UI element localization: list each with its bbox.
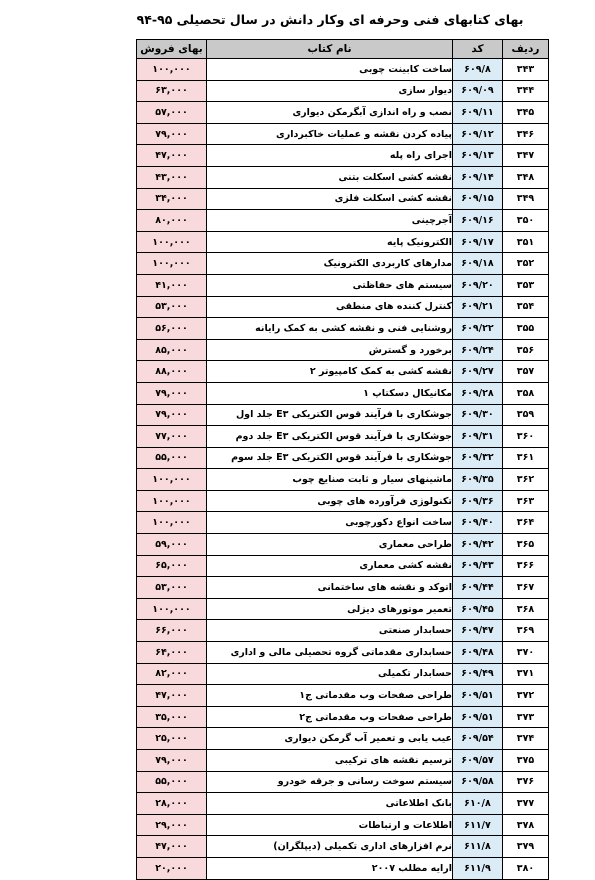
book-name-cell: اطلاعات و ارتباطات <box>207 814 453 836</box>
table-row <box>137 750 549 772</box>
code-cell: ۶۰۹/۱۳ <box>453 145 503 167</box>
price-cell: ۵۵,۰۰۰ <box>137 771 207 793</box>
row-number-cell: ۳۶۷ <box>503 577 549 599</box>
table-row <box>137 447 549 469</box>
code-cell: ۶۰۹/۳۰ <box>453 404 503 426</box>
code-cell: ۶۰۹/۴۷ <box>453 620 503 642</box>
book-name-cell: جوشکاری با فرآیند قوس الکتریکی E۳ جلد سوم <box>207 447 453 469</box>
table-row <box>137 145 549 167</box>
book-name-cell: ساخت کابینت چوبی <box>207 59 453 81</box>
price-cell: ۱۰۰,۰۰۰ <box>137 490 207 512</box>
code-cell: ۶۰۹/۵۱ <box>453 685 503 707</box>
price-cell: ۲۰,۰۰۰ <box>137 857 207 879</box>
price-cell: ۶۳,۰۰۰ <box>137 80 207 102</box>
book-name-cell: سیستم سوخت رسانی و جرقه خودرو <box>207 771 453 793</box>
price-cell: ۷۹,۰۰۰ <box>137 404 207 426</box>
code-cell: ۶۰۹/۳۱ <box>453 426 503 448</box>
row-number-cell: ۳۷۰ <box>503 642 549 664</box>
table-row <box>137 318 549 340</box>
table-row <box>137 469 549 491</box>
book-name-cell: نقشه کشی اسکلت بتنی <box>207 166 453 188</box>
code-cell: ۶۰۹/۲۲ <box>453 318 503 340</box>
code-cell: ۶۰۹/۸ <box>453 59 503 81</box>
code-cell: ۶۰۹/۳۵ <box>453 469 503 491</box>
table-row <box>137 857 549 879</box>
code-cell: ۶۰۹/۴۴ <box>453 577 503 599</box>
book-name-cell: ترسیم نقشه های ترکیبی <box>207 750 453 772</box>
price-cell: ۱۰۰,۰۰۰ <box>137 598 207 620</box>
code-cell: ۶۰۹/۱۴ <box>453 166 503 188</box>
book-name-cell: نقشه کشی معماری <box>207 555 453 577</box>
book-name-cell: تکنولوژی فرآورده های چوبی <box>207 490 453 512</box>
table-row <box>137 728 549 750</box>
table-row <box>137 102 549 124</box>
row-number-cell: ۳۷۱ <box>503 663 549 685</box>
book-name-cell: سیستم های حفاظتی <box>207 274 453 296</box>
row-number-cell: ۳۶۳ <box>503 490 549 512</box>
table-row <box>137 59 549 81</box>
book-name-cell: نقشه کشی به کمک کامپیوتر ۲ <box>207 361 453 383</box>
row-number-cell: ۳۵۱ <box>503 231 549 253</box>
row-number-cell: ۳۵۵ <box>503 318 549 340</box>
book-name-cell: مکانیکال دسکتاپ ۱ <box>207 382 453 404</box>
row-number-cell: ۳۴۶ <box>503 123 549 145</box>
price-cell: ۶۵,۰۰۰ <box>137 555 207 577</box>
price-cell: ۷۷,۰۰۰ <box>137 426 207 448</box>
code-cell: ۶۰۹/۵۸ <box>453 771 503 793</box>
book-name-cell: حسابدار صنعتی <box>207 620 453 642</box>
table-row <box>137 274 549 296</box>
table-row <box>137 80 549 102</box>
row-number-cell: ۳۴۴ <box>503 80 549 102</box>
book-price-table <box>136 39 549 880</box>
row-number-cell: ۳۸۰ <box>503 857 549 879</box>
table-row <box>137 166 549 188</box>
column-header-code: کد <box>453 40 503 59</box>
row-number-cell: ۳۷۳ <box>503 706 549 728</box>
table-row <box>137 210 549 232</box>
book-name-cell: آجرچینی <box>207 210 453 232</box>
row-number-cell: ۳۷۷ <box>503 793 549 815</box>
table-row <box>137 577 549 599</box>
table-row <box>137 123 549 145</box>
row-number-cell: ۳۵۸ <box>503 382 549 404</box>
book-name-cell: ساخت انواع دکورچوبی <box>207 512 453 534</box>
row-number-cell: ۳۵۷ <box>503 361 549 383</box>
price-cell: ۸۸,۰۰۰ <box>137 361 207 383</box>
row-number-cell: ۳۷۲ <box>503 685 549 707</box>
table-row <box>137 188 549 210</box>
code-cell: ۶۰۹/۴۸ <box>453 642 503 664</box>
book-name-cell: طراحی معماری <box>207 534 453 556</box>
table-row <box>137 231 549 253</box>
price-cell: ۴۷,۰۰۰ <box>137 836 207 858</box>
code-cell: ۶۱۱/۹ <box>453 857 503 879</box>
code-cell: ۶۰۹/۱۱ <box>453 102 503 124</box>
book-name-cell: بانک اطلاعاتی <box>207 793 453 815</box>
table-row <box>137 555 549 577</box>
table-row <box>137 620 549 642</box>
book-name-cell: جوشکاری با فرآیند قوس الکتریکی E۳ جلد اول <box>207 404 453 426</box>
price-cell: ۶۴,۰۰۰ <box>137 642 207 664</box>
row-number-cell: ۳۴۵ <box>503 102 549 124</box>
column-header-book-name: نام کتاب <box>207 40 453 59</box>
code-cell: ۶۰۹/۴۳ <box>453 555 503 577</box>
price-cell: ۴۳,۰۰۰ <box>137 166 207 188</box>
table-row <box>137 339 549 361</box>
row-number-cell: ۳۶۹ <box>503 620 549 642</box>
code-cell: ۶۰۹/۳۲ <box>453 447 503 469</box>
price-cell: ۵۶,۰۰۰ <box>137 318 207 340</box>
page-title: بهای کتابهای فنی وحرفه ای وکار دانش در سال تحصیلی ۹۵-۹۴ <box>136 12 524 27</box>
book-name-cell: اجرای راه پله <box>207 145 453 167</box>
price-cell: ۴۷,۰۰۰ <box>137 145 207 167</box>
code-cell: ۶۰۹/۲۸ <box>453 382 503 404</box>
book-name-cell: نرم افزارهای اداری تکمیلی (دیپلگران) <box>207 836 453 858</box>
table-row <box>137 382 549 404</box>
row-number-cell: ۳۵۹ <box>503 404 549 426</box>
table-row <box>137 404 549 426</box>
book-name-cell: کنترل کننده های منطقی <box>207 296 453 318</box>
code-cell: ۶۰۹/۵۴ <box>453 728 503 750</box>
row-number-cell: ۳۴۳ <box>503 59 549 81</box>
row-number-cell: ۳۵۳ <box>503 274 549 296</box>
table-row <box>137 663 549 685</box>
row-number-cell: ۳۷۹ <box>503 836 549 858</box>
price-cell: ۶۶,۰۰۰ <box>137 620 207 642</box>
price-cell: ۱۰۰,۰۰۰ <box>137 512 207 534</box>
book-name-cell: ارایه مطلب ۲۰۰۷ <box>207 857 453 879</box>
code-cell: ۶۰۹/۴۲ <box>453 534 503 556</box>
table-body <box>137 59 549 880</box>
book-name-cell: طراحی صفحات وب مقدماتی ج۱ <box>207 685 453 707</box>
table-row <box>137 706 549 728</box>
row-number-cell: ۳۵۴ <box>503 296 549 318</box>
code-cell: ۶۰۹/۳۶ <box>453 490 503 512</box>
table-row <box>137 253 549 275</box>
table-row <box>137 296 549 318</box>
price-cell: ۳۵,۰۰۰ <box>137 706 207 728</box>
book-name-cell: روشنایی فنی و نقشه کشی به کمک رایانه <box>207 318 453 340</box>
book-name-cell: دیوار سازی <box>207 80 453 102</box>
code-cell: ۶۰۹/۱۵ <box>453 188 503 210</box>
book-name-cell: نصب و راه اندازی آبگرمکن دیواری <box>207 102 453 124</box>
price-cell: ۱۰۰,۰۰۰ <box>137 59 207 81</box>
book-name-cell: تعمیر موتورهای دیزلی <box>207 598 453 620</box>
book-name-cell: اتوکد و نقشه های ساختمانی <box>207 577 453 599</box>
table-row <box>137 793 549 815</box>
row-number-cell: ۳۶۰ <box>503 426 549 448</box>
code-cell: ۶۰۹/۱۲ <box>453 123 503 145</box>
code-cell: ۶۰۹/۲۴ <box>453 339 503 361</box>
table-header-row <box>137 40 549 59</box>
row-number-cell: ۳۷۴ <box>503 728 549 750</box>
table-row <box>137 534 549 556</box>
row-number-cell: ۳۴۸ <box>503 166 549 188</box>
column-header-price: بهای فروش <box>137 40 207 59</box>
price-cell: ۲۸,۰۰۰ <box>137 793 207 815</box>
price-cell: ۴۱,۰۰۰ <box>137 274 207 296</box>
price-cell: ۷۹,۰۰۰ <box>137 123 207 145</box>
price-cell: ۷۹,۰۰۰ <box>137 382 207 404</box>
table-row <box>137 490 549 512</box>
book-name-cell: برخورد و گسترش <box>207 339 453 361</box>
price-cell: ۲۹,۰۰۰ <box>137 814 207 836</box>
row-number-cell: ۳۷۶ <box>503 771 549 793</box>
row-number-cell: ۳۵۰ <box>503 210 549 232</box>
code-cell: ۶۰۹/۰۹ <box>453 80 503 102</box>
price-cell: ۱۰۰,۰۰۰ <box>137 231 207 253</box>
row-number-cell: ۳۶۲ <box>503 469 549 491</box>
row-number-cell: ۳۶۱ <box>503 447 549 469</box>
code-cell: ۶۰۹/۲۱ <box>453 296 503 318</box>
price-cell: ۵۳,۰۰۰ <box>137 577 207 599</box>
code-cell: ۶۰۹/۴۵ <box>453 598 503 620</box>
row-number-cell: ۳۶۸ <box>503 598 549 620</box>
row-number-cell: ۳۷۸ <box>503 814 549 836</box>
price-cell: ۴۷,۰۰۰ <box>137 685 207 707</box>
table-row <box>137 642 549 664</box>
code-cell: ۶۰۹/۲۰ <box>453 274 503 296</box>
table-row <box>137 598 549 620</box>
book-name-cell: پیاده کردن نقشه و عملیات خاکبرداری <box>207 123 453 145</box>
price-cell: ۸۰,۰۰۰ <box>137 210 207 232</box>
column-header-row-number: ردیف <box>503 40 549 59</box>
price-cell: ۸۲,۰۰۰ <box>137 663 207 685</box>
code-cell: ۶۰۹/۱۶ <box>453 210 503 232</box>
table-row <box>137 685 549 707</box>
row-number-cell: ۳۵۶ <box>503 339 549 361</box>
table-row <box>137 814 549 836</box>
code-cell: ۶۰۹/۴۹ <box>453 663 503 685</box>
book-name-cell: حسابدار تکمیلی <box>207 663 453 685</box>
price-cell: ۷۹,۰۰۰ <box>137 750 207 772</box>
code-cell: ۶۰۹/۲۷ <box>453 361 503 383</box>
code-cell: ۶۰۹/۵۱ <box>453 706 503 728</box>
code-cell: ۶۰۹/۴۰ <box>453 512 503 534</box>
code-cell: ۶۱۱/۸ <box>453 836 503 858</box>
price-cell: ۸۵,۰۰۰ <box>137 339 207 361</box>
book-name-cell: الکترونیک پایه <box>207 231 453 253</box>
table-row <box>137 836 549 858</box>
row-number-cell: ۳۴۹ <box>503 188 549 210</box>
table-row <box>137 771 549 793</box>
price-cell: ۵۹,۰۰۰ <box>137 534 207 556</box>
price-cell: ۵۷,۰۰۰ <box>137 102 207 124</box>
code-cell: ۶۰۹/۱۷ <box>453 231 503 253</box>
price-cell: ۳۴,۰۰۰ <box>137 188 207 210</box>
row-number-cell: ۳۶۴ <box>503 512 549 534</box>
table-row <box>137 361 549 383</box>
book-name-cell: نقشه کشی اسکلت فلزی <box>207 188 453 210</box>
code-cell: ۶۰۹/۱۸ <box>453 253 503 275</box>
book-name-cell: حسابداری مقدماتی گروه تحصیلی مالی و اداری <box>207 642 453 664</box>
price-cell: ۱۰۰,۰۰۰ <box>137 469 207 491</box>
book-name-cell: جوشکاری با فرآیند قوس الکتریکی E۳ جلد دوم <box>207 426 453 448</box>
code-cell: ۶۰۹/۵۷ <box>453 750 503 772</box>
price-cell: ۲۵,۰۰۰ <box>137 728 207 750</box>
book-name-cell: طراحی صفحات وب مقدماتی ج۲ <box>207 706 453 728</box>
row-number-cell: ۳۵۲ <box>503 253 549 275</box>
table-row <box>137 426 549 448</box>
price-cell: ۱۰۰,۰۰۰ <box>137 253 207 275</box>
row-number-cell: ۳۷۵ <box>503 750 549 772</box>
book-name-cell: عیب یابی و تعمیر آب گرمکن دیواری <box>207 728 453 750</box>
table-row <box>137 512 549 534</box>
row-number-cell: ۳۶۶ <box>503 555 549 577</box>
row-number-cell: ۳۴۷ <box>503 145 549 167</box>
book-name-cell: مدارهای کاربردی الکترونیک <box>207 253 453 275</box>
row-number-cell: ۳۶۵ <box>503 534 549 556</box>
code-cell: ۶۱۰/۸ <box>453 793 503 815</box>
price-cell: ۵۳,۰۰۰ <box>137 296 207 318</box>
code-cell: ۶۱۱/۷ <box>453 814 503 836</box>
price-cell: ۵۵,۰۰۰ <box>137 447 207 469</box>
book-name-cell: ماشینهای سیار و ثابت صنایع چوب <box>207 469 453 491</box>
